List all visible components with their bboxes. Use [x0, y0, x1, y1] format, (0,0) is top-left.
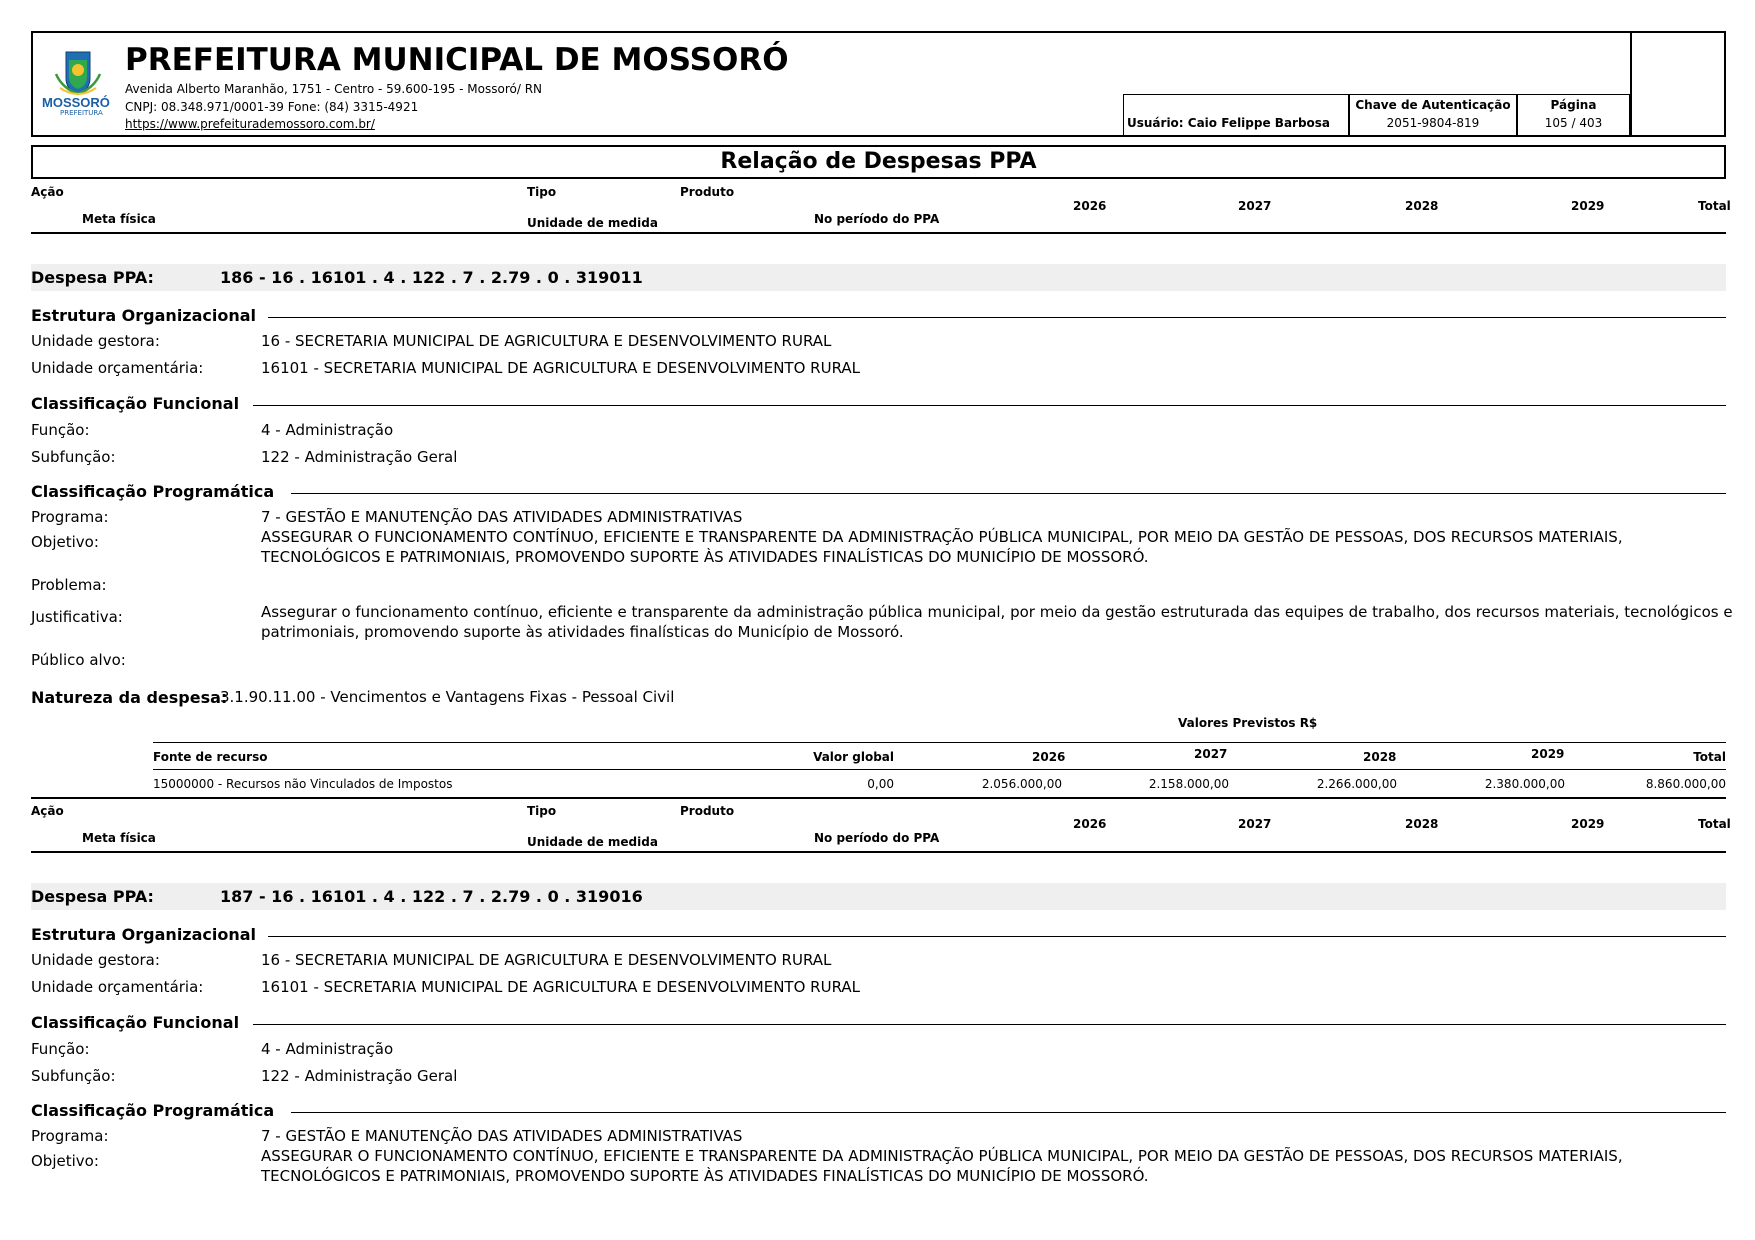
org-contact: CNPJ: 08.348.971/0001-39 Fone: (84) 3315-4921 — [125, 100, 419, 114]
programa: 7 - GESTÃO E MANUTENÇÃO DAS ATIVIDADES ADMINISTRATIVAS — [261, 1127, 743, 1145]
objetivo-line-1: ASSEGURAR O FUNCIONAMENTO CONTÍNUO, EFICIENTE E TRANSPARENTE DA ADMINISTRAÇÃO PÚBLICA MUNICIPAL, POR MEIO DA GESTÃO DE PESSOAS, DOS RECURSOS MATERIAIS, — [261, 1147, 1623, 1165]
col-2028: 2028 — [1405, 199, 1439, 213]
label-unidade-gestora: Unidade gestora: — [31, 951, 160, 969]
label-programa: Programa: — [31, 1127, 109, 1145]
fonte-2029: 2.380.000,00 — [1484, 777, 1565, 791]
label-problema: Problema: — [31, 576, 107, 594]
divider — [31, 797, 1726, 799]
col-fonte-recurso: Fonte de recurso — [153, 750, 268, 764]
programa: 7 - GESTÃO E MANUTENÇÃO DAS ATIVIDADES ADMINISTRATIVAS — [261, 508, 743, 526]
divider — [291, 1112, 1726, 1113]
col-2028: 2028 — [1405, 817, 1439, 831]
col-tipo: Tipo — [527, 185, 557, 199]
label-subfuncao: Subfunção: — [31, 448, 116, 466]
auth-label: Chave de Autenticação — [1355, 98, 1511, 112]
col-total: Total — [1693, 750, 1726, 764]
subfuncao: 122 - Administração Geral — [261, 448, 458, 466]
label-natureza: Natureza da despesa: — [31, 688, 228, 707]
label-funcao: Função: — [31, 421, 90, 439]
label-unidade-orcamentaria: Unidade orçamentária: — [31, 359, 204, 377]
col-2027: 2027 — [1238, 817, 1272, 831]
despesa-code: 186 - 16 . 16101 . 4 . 122 . 7 . 2.79 . 0 . 319011 — [220, 268, 643, 287]
org-address: Avenida Alberto Maranhão, 1751 - Centro - 59.600-195 - Mossoró/ RN — [125, 82, 543, 96]
divider — [253, 405, 1726, 406]
despesa-label: Despesa PPA: — [31, 268, 154, 287]
objetivo-line-1: ASSEGURAR O FUNCIONAMENTO CONTÍNUO, EFICIENTE E TRANSPARENTE DA ADMINISTRAÇÃO PÚBLICA MUNICIPAL, POR MEIO DA GESTÃO DE PESSOAS, DOS RECURSOS MATERIAIS, — [261, 528, 1623, 546]
divider — [268, 936, 1726, 937]
col-tipo: Tipo — [527, 804, 557, 818]
fonte-2027: 2.158.000,00 — [1148, 777, 1229, 791]
col-meta-fisica: Meta física — [82, 212, 156, 226]
label-unidade-orcamentaria: Unidade orçamentária: — [31, 978, 204, 996]
col-2029: 2029 — [1571, 199, 1605, 213]
fonte-2028: 2.266.000,00 — [1316, 777, 1397, 791]
col-2027: 2027 — [1194, 747, 1228, 761]
valores-previstos-label: Valores Previstos R$ — [1178, 716, 1318, 730]
col-total: Total — [1698, 199, 1731, 213]
section-class-programatica: Classificação Programática — [31, 482, 275, 501]
section-estrutura: Estrutura Organizacional — [31, 306, 257, 325]
natureza: 3.1.90.11.00 - Vencimentos e Vantagens Fixas - Pessoal Civil — [220, 688, 675, 706]
label-programa: Programa: — [31, 508, 109, 526]
col-unidade: Unidade de medida — [527, 835, 658, 849]
col-meta-fisica: Meta física — [82, 831, 156, 845]
col-total: Total — [1698, 817, 1731, 831]
org-name: PREFEITURA MUNICIPAL DE MOSSORÓ — [125, 42, 789, 78]
subfuncao: 122 - Administração Geral — [261, 1067, 458, 1085]
col-periodo: No período do PPA — [814, 212, 940, 226]
unidade-gestora: 16 - SECRETARIA MUNICIPAL DE AGRICULTURA E DESENVOLVIMENTO RURAL — [261, 951, 832, 969]
org-website-link[interactable]: https://www.prefeiturademossoro.com.br/ — [125, 117, 375, 131]
col-2026: 2026 — [1032, 750, 1066, 764]
logo-text: MOSSORÓ — [42, 95, 110, 110]
col-produto: Produto — [680, 804, 735, 818]
unidade-orcamentaria: 16101 - SECRETARIA MUNICIPAL DE AGRICULTURA E DESENVOLVIMENTO RURAL — [261, 359, 861, 377]
despesa-code: 187 - 16 . 16101 . 4 . 122 . 7 . 2.79 . 0 . 319016 — [220, 887, 643, 906]
label-subfuncao: Subfunção: — [31, 1067, 116, 1085]
section-class-funcional: Classificação Funcional — [31, 394, 240, 413]
label-publico-alvo: Público alvo: — [31, 651, 126, 669]
section-class-programatica: Classificação Programática — [31, 1101, 275, 1120]
objetivo-line-2: TECNOLÓGICOS E PATRIMONIAIS, PROMOVENDO SUPORTE ÀS ATIVIDADES FINALÍSTICAS DO MUNICÍPIO DE MOSSORÓ. — [261, 1167, 1149, 1185]
col-valor-global: Valor global — [813, 750, 894, 764]
unidade-gestora: 16 - SECRETARIA MUNICIPAL DE AGRICULTURA E DESENVOLVIMENTO RURAL — [261, 332, 832, 350]
fonte-2026: 2.056.000,00 — [981, 777, 1062, 791]
label-funcao: Função: — [31, 1040, 90, 1058]
divider — [31, 851, 1726, 853]
justificativa-line-2: patrimoniais, promovendo suporte às atividades finalísticas do Município de Mossoró. — [261, 623, 904, 641]
col-produto: Produto — [680, 185, 735, 199]
fonte-total: 8.860.000,00 — [1645, 777, 1726, 791]
funcao: 4 - Administração — [261, 421, 394, 439]
logo-subtext: PREFEITURA — [60, 109, 103, 117]
divider — [153, 742, 1726, 743]
section-estrutura: Estrutura Organizacional — [31, 925, 257, 944]
funcao: 4 - Administração — [261, 1040, 394, 1058]
divider — [291, 493, 1726, 494]
divider — [153, 769, 1726, 770]
unidade-orcamentaria: 16101 - SECRETARIA MUNICIPAL DE AGRICULTURA E DESENVOLVIMENTO RURAL — [261, 978, 861, 996]
divider — [31, 232, 1726, 234]
label-objetivo: Objetivo: — [31, 1152, 99, 1170]
fonte-nome: 15000000 - Recursos não Vinculados de Impostos — [153, 777, 453, 791]
page-value: 105 / 403 — [1544, 116, 1603, 130]
fonte-valor-global: 0,00 — [867, 777, 894, 791]
col-2027: 2027 — [1238, 199, 1272, 213]
objetivo-line-2: TECNOLÓGICOS E PATRIMONIAIS, PROMOVENDO SUPORTE ÀS ATIVIDADES FINALÍSTICAS DO MUNICÍPIO DE MOSSORÓ. — [261, 548, 1149, 566]
divider — [253, 1024, 1726, 1025]
col-2028: 2028 — [1363, 750, 1397, 764]
label-justificativa: Justificativa: — [31, 608, 123, 626]
auth-value: 2051-9804-819 — [1386, 116, 1480, 130]
col-unidade: Unidade de medida — [527, 216, 658, 230]
despesa-label: Despesa PPA: — [31, 887, 154, 906]
divider — [268, 317, 1726, 318]
col-acao: Ação — [31, 804, 64, 818]
report-title: Relação de Despesas PPA — [720, 149, 1037, 174]
user-name: Usuário: Caio Felippe Barbosa — [1127, 116, 1331, 130]
col-2029: 2029 — [1571, 817, 1605, 831]
header-right-cell — [1630, 31, 1726, 137]
col-acao: Ação — [31, 185, 64, 199]
col-2026: 2026 — [1073, 199, 1107, 213]
page-label: Página — [1550, 98, 1597, 112]
section-class-funcional: Classificação Funcional — [31, 1013, 240, 1032]
col-periodo: No período do PPA — [814, 831, 940, 845]
justificativa-line-1: Assegurar o funcionamento contínuo, eficiente e transparente da administração pública municipal, por meio da gestão estruturada das equipes de trabalho, dos recursos materiais, tecnológicos e — [261, 603, 1733, 621]
col-2026: 2026 — [1073, 817, 1107, 831]
label-objetivo: Objetivo: — [31, 533, 99, 551]
label-unidade-gestora: Unidade gestora: — [31, 332, 160, 350]
col-2029: 2029 — [1531, 747, 1565, 761]
